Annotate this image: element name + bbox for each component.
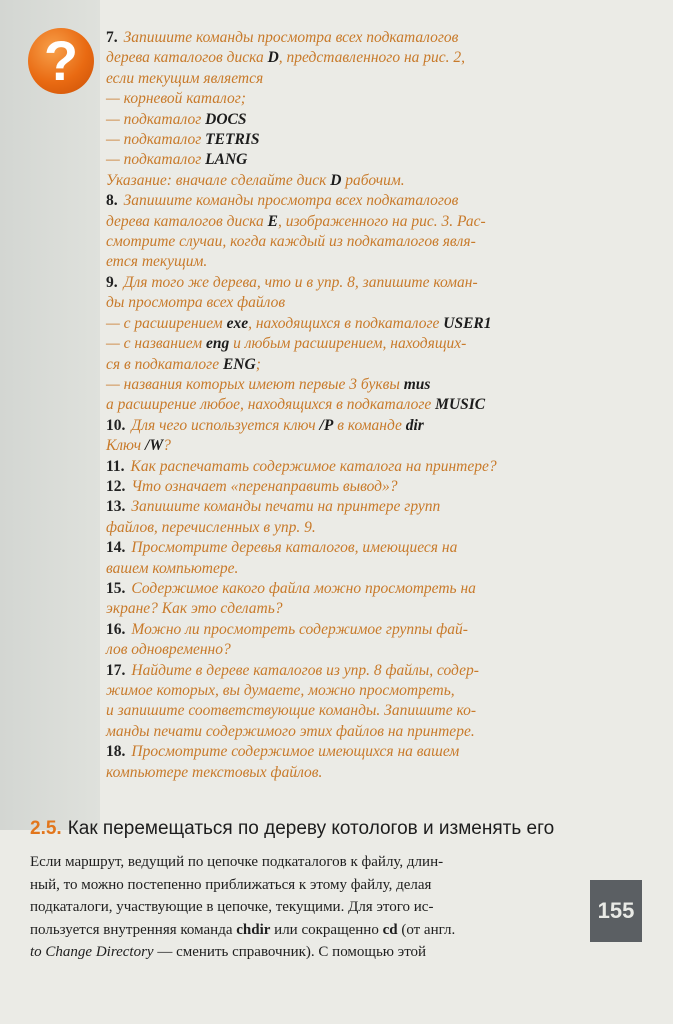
- exercise-line: манды печати содержимого этих файлов на принтере.: [106, 722, 475, 740]
- exercise-number: 13.: [106, 498, 126, 516]
- question-icon: ?: [28, 28, 94, 94]
- command-keyword: dir: [405, 416, 424, 434]
- paragraph-line: подкаталоги, участвующие в цепочке, текущими. Для этого ис-: [30, 899, 434, 915]
- exercise-line: — подкаталог TETRIS: [106, 131, 260, 149]
- exercise-line: ется текущим.: [106, 253, 208, 271]
- exercise-line: 10. Для чего используется ключ /P в команде dir: [106, 416, 424, 434]
- exercise-line: жимое которых, вы думаете, можно просмотреть,: [106, 682, 455, 699]
- exercise-line: а расширение любое, находящихся в подкаталоге MUSIC: [106, 396, 486, 414]
- exercise-line: и запишите соответствующие команды. Запишите ко-: [106, 702, 477, 720]
- exercise-number: 17.: [106, 661, 126, 679]
- exercise-number: 16.: [106, 620, 126, 638]
- exercise-line: ды просмотра всех файлов: [106, 294, 286, 312]
- command-keyword: USER1: [443, 314, 492, 332]
- paragraph-line: пользуется внутренняя команда chdir или сокращенно cd (от англ.: [30, 921, 456, 938]
- exercise-line: компьютере текстовых файлов.: [106, 763, 323, 781]
- exercise-line: файлов, перечисленных в упр. 9.: [106, 518, 316, 536]
- exercise-list: [106, 28, 586, 783]
- italic-phrase: to Change Directory: [30, 944, 154, 960]
- exercise-number: 8.: [106, 192, 118, 210]
- paragraph-line: Если маршрут, ведущий по цепочке подкаталогов к файлу, длин-: [30, 854, 444, 870]
- exercise-line: 17. Найдите в дереве каталогов из упр. 8 файлы, содер-: [106, 661, 479, 679]
- exercise-line: 8. Запишите команды просмотра всех подкаталогов: [106, 192, 459, 210]
- exercise-number: 10.: [106, 416, 126, 434]
- command-keyword: DOCS: [205, 110, 247, 128]
- command-keyword: cd: [382, 921, 398, 938]
- exercise-line: 11. Как распечатать содержимое каталога на принтере?: [106, 457, 497, 475]
- exercise-line: дерева каталогов диска E, изображенного на рис. 3. Рас-: [106, 212, 486, 230]
- exercise-line: вашем компьютере.: [106, 559, 239, 577]
- exercise-number: 7.: [106, 29, 118, 46]
- exercise-line: — подкаталог DOCS: [106, 110, 247, 128]
- exercise-number: 9.: [106, 273, 118, 291]
- exercise-line: дерева каталогов диска D, представленного на рис. 2,: [106, 49, 466, 67]
- exercise-line: 15. Содержимое какого файла можно просмотреть на: [106, 579, 476, 597]
- section-number: 2.5.: [30, 818, 62, 839]
- command-keyword: /W: [145, 437, 164, 455]
- exercise-line: экране? Как это сделать?: [106, 600, 283, 618]
- command-keyword: E: [267, 212, 278, 230]
- body-paragraph: [30, 851, 584, 964]
- page-number: 155: [590, 880, 642, 942]
- exercise-line: 18. Просмотрите содержимое имеющихся на вашем: [106, 743, 460, 761]
- exercise-line: — названия которых имеют первые 3 буквы mus: [106, 375, 431, 393]
- command-keyword: MUSIC: [435, 396, 486, 414]
- exercise-line: 9. Для того же дерева, что и в упр. 8, запишите коман-: [106, 273, 478, 291]
- command-keyword: D: [330, 171, 342, 189]
- exercise-number: 11.: [106, 457, 125, 475]
- exercise-number: 18.: [106, 743, 126, 761]
- exercise-line: 12. Что означает «перенаправить вывод»?: [106, 477, 398, 495]
- exercise-number: 12.: [106, 477, 126, 495]
- command-keyword: chdir: [236, 921, 271, 938]
- command-keyword: /P: [319, 416, 334, 434]
- left-margin-band: [0, 0, 100, 830]
- exercise-line: — корневой каталог;: [106, 90, 246, 108]
- paragraph-line: ный, то можно постепенно приближаться к этому файлу, делая: [30, 876, 432, 893]
- section-heading: [30, 818, 630, 840]
- exercise-line: лов одновременно?: [106, 641, 231, 659]
- command-keyword: LANG: [205, 151, 248, 169]
- section-title: Как перемещаться по дереву котологов и изменять его: [67, 818, 555, 839]
- command-keyword: mus: [403, 375, 431, 393]
- exercise-line: Указание: вначале сделайте диск D рабочим.: [106, 171, 405, 189]
- paragraph-line: to Change Directory — сменить справочник). С помощью этой: [30, 944, 427, 960]
- command-keyword: D: [267, 49, 279, 67]
- command-keyword: TETRIS: [205, 131, 260, 149]
- command-keyword: eng: [205, 335, 230, 353]
- exercise-line: если текущим является: [106, 69, 264, 87]
- exercise-line: — с расширением exe, находящихся в подкаталоге USER1: [106, 314, 492, 332]
- exercise-line: — с названием eng и любым расширением, находящих-: [106, 335, 467, 353]
- exercise-line: ся в подкаталоге ENG;: [106, 355, 261, 373]
- exercise-line: смотрите случаи, когда каждый из подкаталогов явля-: [106, 233, 476, 251]
- exercise-number: 14.: [106, 539, 126, 557]
- exercise-line: 16. Можно ли просмотреть содержимое группы фай-: [106, 620, 468, 638]
- exercise-number: 15.: [106, 579, 126, 597]
- command-keyword: exe: [226, 314, 249, 332]
- command-keyword: ENG: [222, 355, 256, 373]
- exercise-line: — подкаталог LANG: [106, 151, 248, 169]
- exercise-line: 14. Просмотрите деревья каталогов, имеющиеся на: [106, 539, 458, 557]
- exercise-line: Ключ /W?: [106, 437, 171, 455]
- exercise-line: 13. Запишите команды печати на принтере групп: [106, 498, 441, 516]
- exercise-line: 7. Запишите команды просмотра всех подкаталогов: [106, 29, 459, 46]
